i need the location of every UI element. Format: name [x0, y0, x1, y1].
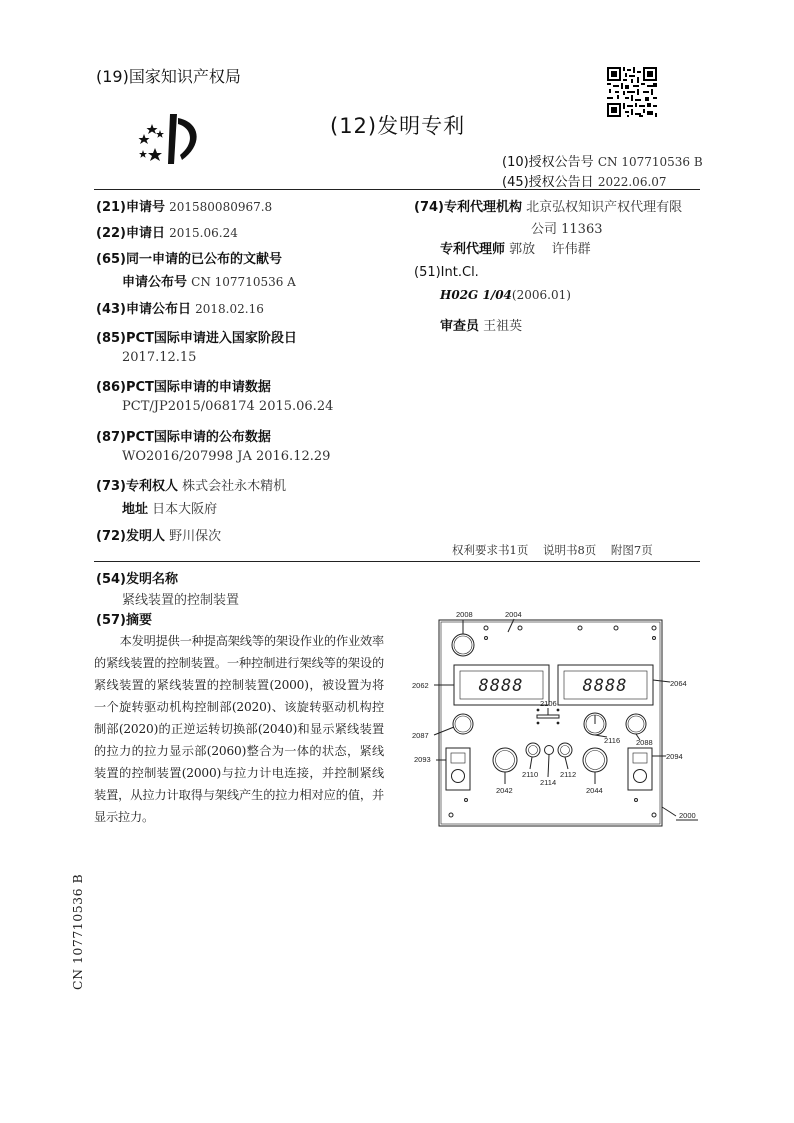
field-72-value: 野川保次 — [169, 529, 222, 544]
display-right-digits: 8888 — [582, 676, 628, 696]
field-72-label: (72)发明人 — [96, 529, 165, 544]
field-22-value: 2015.06.24 — [169, 226, 238, 240]
side-publication-number: CN 107710536 B — [70, 873, 85, 990]
field-65-sub-label: 申请公布号 — [122, 275, 188, 290]
knob-2044 — [583, 748, 607, 772]
knob-2008 — [452, 634, 474, 656]
label-2004: 2004 — [505, 610, 522, 619]
office-name: (19)国家知识产权局 — [96, 67, 241, 86]
label-2106: 2106 — [540, 699, 557, 708]
field-85 — [96, 327, 297, 346]
button-2110 — [526, 743, 540, 757]
field-21-label: (21)申请号 — [96, 200, 165, 215]
ipc-class: H02G 1/04 — [440, 288, 512, 302]
label-2042: 2042 — [496, 786, 513, 795]
field-agent — [440, 238, 591, 257]
label-2094: 2094 — [666, 752, 683, 761]
field-43 — [96, 298, 264, 317]
label-2044: 2044 — [586, 786, 603, 795]
field-21 — [96, 196, 272, 215]
field-86 — [96, 376, 271, 395]
label-2088: 2088 — [636, 738, 653, 747]
label-2087: 2087 — [412, 731, 429, 740]
field-85-value: 2017.12.15 — [122, 350, 197, 365]
field-address — [122, 498, 217, 517]
field-87-label: (87)PCT国际申请的公布数据 — [96, 430, 271, 445]
grant-number-label: (10)授权公告号 — [502, 155, 594, 170]
button-2112 — [558, 743, 572, 757]
label-2064: 2064 — [670, 679, 687, 688]
invention-title: 紧线装置的控制装置 — [122, 593, 240, 608]
field-73-label: (73)专利权人 — [96, 479, 178, 494]
field-21-value: 201580080967.8 — [169, 200, 273, 214]
field-74-value-line2: 公司 11363 — [531, 222, 603, 237]
field-43-label: (43)申请公布日 — [96, 302, 191, 317]
field-65-sub — [122, 271, 296, 290]
middle-divider — [94, 561, 700, 562]
label-2116: 2116 — [604, 736, 621, 745]
document-kind: (12)发明专利 — [330, 114, 466, 138]
grant-number-row — [502, 151, 703, 170]
label-2062: 2062 — [412, 681, 429, 690]
qr-code — [607, 67, 657, 117]
examiner-label: 审查员 — [440, 319, 480, 334]
field-73-value: 株式会社永木精机 — [182, 479, 287, 494]
field-51 — [414, 265, 479, 280]
label-2093: 2093 — [414, 755, 431, 764]
field-86-label: (86)PCT国际申请的申请数据 — [96, 380, 271, 395]
field-86-value: PCT/JP2015/068174 2015.06.24 — [122, 399, 334, 414]
label-2114: 2114 — [540, 778, 557, 787]
label-2110: 2110 — [522, 770, 539, 779]
address-value: 日本大阪府 — [152, 502, 218, 517]
field-examiner — [440, 315, 522, 334]
field-74 — [414, 196, 682, 215]
label-2000: 2000 — [679, 811, 696, 820]
slot-2106 — [537, 715, 559, 718]
label-2008: 2008 — [456, 610, 473, 619]
knob-2042 — [493, 748, 517, 772]
field-22-label: (22)申请日 — [96, 226, 165, 241]
field-87-value: WO2016/207998 JA 2016.12.29 — [122, 449, 331, 464]
grant-date-row — [502, 171, 667, 190]
grant-date: 2022.06.07 — [597, 175, 667, 189]
agent-value: 郭放 许伟群 — [509, 242, 591, 257]
examiner-value: 王祖英 — [483, 319, 523, 334]
field-73 — [96, 475, 286, 494]
grant-number: CN 107710536 B — [597, 155, 703, 169]
control-device-figure — [408, 602, 700, 832]
field-51-label: (51)Int.Cl. — [414, 265, 479, 280]
label-2112: 2112 — [560, 770, 577, 779]
knob-2088 — [626, 714, 646, 734]
page-counts: 权利要求书1页 说明书8页 附图7页 — [452, 543, 653, 557]
field-51-class-row — [440, 288, 571, 303]
title-label: (54)发明名称 — [96, 572, 178, 587]
abstract-text: 本发明提供一种提高架线等的架设作业的作业效率的紧线装置的控制装置。一种控制进行架线等的架设的紧线装置的紧线装置的控制装置(2000)，被设置为将一个旋转驱动机构控制部(2020)、该旋转驱动机构控制部(2020)的正逆运转切换部(2040)和显示紧线装置的拉力的拉力显示部(2060)整合为一体的状态，紧线装置的控制装置(2000)与拉力计电连接，并控制紧线装置，从拉力计取得与架线产生的拉力相对应的值，并显示拉力。 — [94, 634, 384, 824]
agent-label: 专利代理师 — [440, 242, 506, 257]
abstract-label: (57)摘要 — [96, 613, 152, 628]
field-87 — [96, 426, 271, 445]
knob-2087 — [453, 714, 473, 734]
field-65 — [96, 248, 282, 267]
field-65-label: (65)同一申请的已公布的文献号 — [96, 252, 282, 267]
field-72 — [96, 525, 221, 544]
lamp-2114 — [545, 746, 554, 755]
ipc-year: (2006.01) — [511, 288, 571, 302]
abstract-label-row — [96, 609, 152, 628]
header-divider — [94, 189, 700, 190]
field-74-label: (74)专利代理机构 — [414, 200, 522, 215]
field-22 — [96, 222, 238, 241]
display-left-digits: 8888 — [478, 676, 524, 696]
field-85-label: (85)PCT国际申请进入国家阶段日 — [96, 331, 297, 346]
field-65-sub-value: CN 107710536 A — [191, 275, 296, 289]
address-label: 地址 — [122, 502, 149, 517]
cnipa-logo — [130, 108, 206, 168]
title-label-row — [96, 568, 178, 587]
field-43-value: 2018.02.16 — [195, 302, 264, 316]
grant-date-label: (45)授权公告日 — [502, 175, 594, 190]
field-74-value-line1: 北京弘权知识产权代理有限 — [526, 200, 683, 215]
